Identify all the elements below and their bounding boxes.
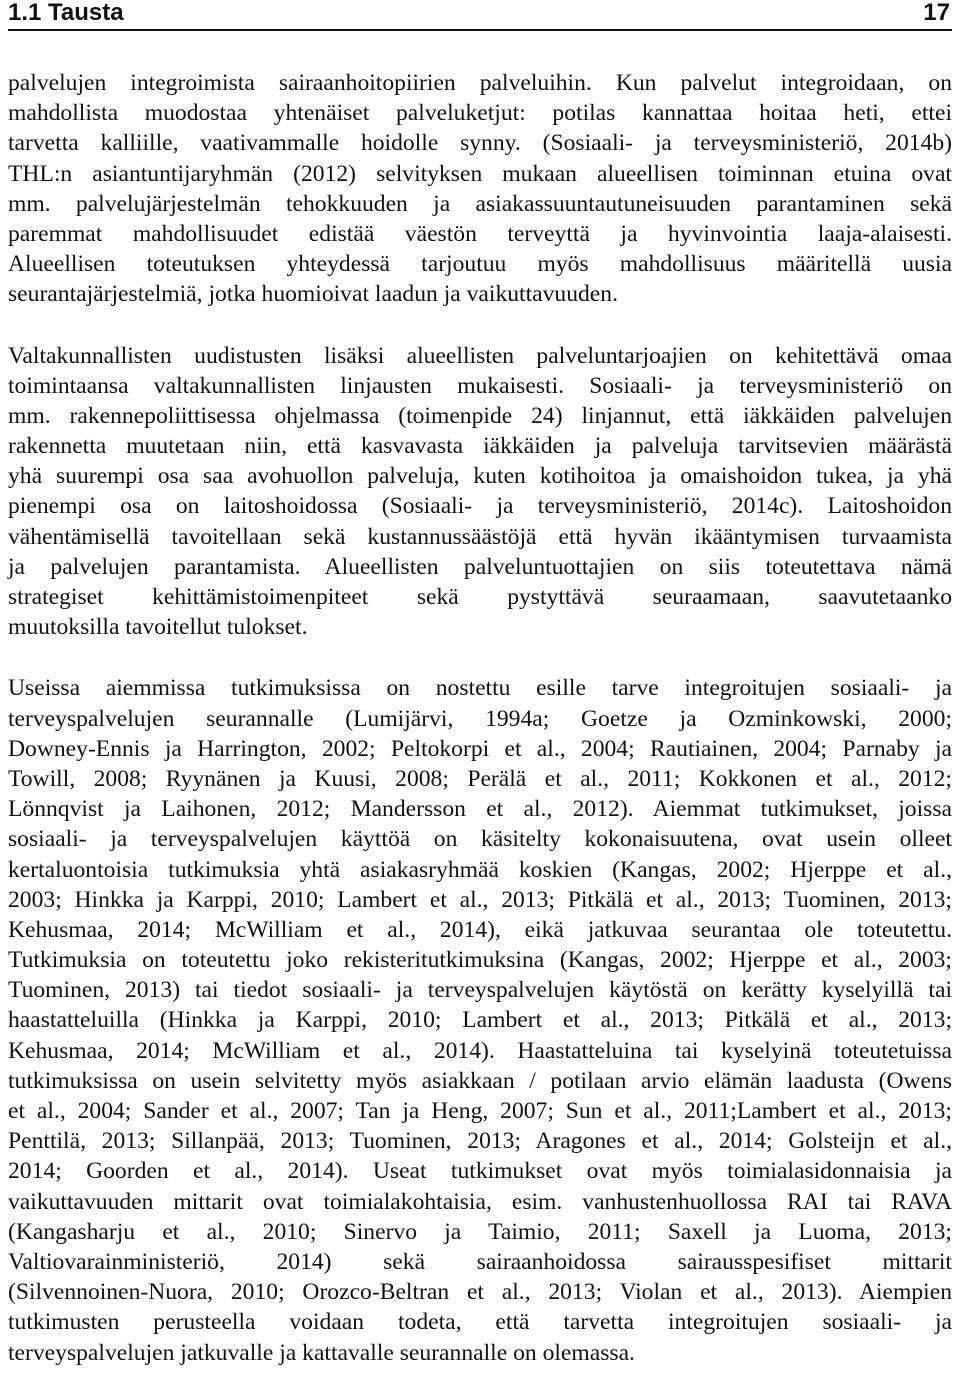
- text-line: terveyspalvelujen seurannalle (Lumijärvi, 1994a; Goetze ja Ozminkowski, 2000;: [8, 705, 952, 732]
- text-line: 2003; Hinkka ja Karppi, 2010; Lambert et al., 2013; Pitkälä et al., 2013; Tuominen, 2013;: [8, 886, 952, 913]
- section-title: 1.1 Tausta: [8, 0, 124, 26]
- text-line: palvelujen integroimista sairaanhoitopiirien palveluihin. Kun palvelut integroidaan, on: [8, 70, 952, 96]
- text-line: Kehusmaa, 2014; McWilliam et al., 2014), eikä jatkuvaa seurantaa ole toteutettu.: [8, 916, 952, 943]
- text-line: rakennetta muutetaan niin, että kasvavasta iäkkäiden ja palveluja tarvitsevien määrästä: [8, 433, 952, 460]
- text-line: terveyspalvelujen jatkuvalle ja kattavalle seurannalle on olemassa.: [8, 1339, 635, 1366]
- paragraph-1: [8, 68, 952, 310]
- text-line: Valtakunnallisten uudistusten lisäksi alueellisten palveluntarjoajien on kehitettävä omaa: [8, 342, 952, 369]
- text-line: sosiaali- ja terveyspalvelujen käyttöä on käsitelty kokonaisuutena, ovat usein olleet: [8, 826, 952, 853]
- text-line: Downey-Ennis ja Harrington, 2002; Peltokorpi et al., 2004; Rautiainen, 2004; Parnaby ja: [8, 735, 952, 762]
- text-line: (Silvennoinen-Nuora, 2010; Orozco-Beltran et al., 2013; Violan et al., 2013). Aiempien: [8, 1279, 952, 1306]
- text-line: seurantajärjestelmiä, jotka huomioivat laadun ja vaikuttavuuden.: [8, 281, 618, 308]
- text-line: Tutkimuksia on toteutettu joko rekisteritutkimuksina (Kangas, 2002; Hjerppe et al., 2003;: [8, 947, 952, 974]
- text-line: yhä suurempi osa saa avohuollon palveluja, kuten kotihoitoa ja omaishoidon tukea, ja yhä: [8, 463, 952, 490]
- text-line: Towill, 2008; Ryynänen ja Kuusi, 2008; Perälä et al., 2011; Kokkonen et al., 2012;: [8, 765, 952, 792]
- text-line: tutkimuksissa on usein selvitetty myös asiakkaan / potilaan arvio elämän laadusta (Owens: [8, 1067, 952, 1094]
- text-line: haastatteluilla (Hinkka ja Karppi, 2010; Lambert et al., 2013; Pitkälä et al., 2013;: [8, 1007, 952, 1034]
- text-line: vaikuttavuuden mittarit ovat toimialakohtaisia, esim. vanhustenhuollossa RAI tai RAVA: [8, 1188, 952, 1215]
- text-line: Tuominen, 2013) tai tiedot sosiaali- ja terveyspalvelujen käytöstä on kerätty kyselyillä tai: [8, 977, 952, 1004]
- text-line: vähentämisellä tavoitellaan sekä kustannussäästöjä että hyvän ikääntymisen turvaamista: [8, 523, 952, 550]
- text-line: paremmat mahdollisuudet edistää väestön terveyttä ja hyvinvointia laaja-alaisesti.: [8, 220, 952, 247]
- text-line: (Kangasharju et al., 2010; Sinervo ja Taimio, 2011; Saxell ja Luoma, 2013;: [8, 1218, 952, 1245]
- text-line: et al., 2004; Sander et al., 2007; Tan ja Heng, 2007; Sun et al., 2011;Lambert et al., 2013;: [8, 1098, 952, 1124]
- text-line: Lönnqvist ja Laihonen, 2012; Mandersson et al., 2012). Aiemmat tutkimukset, joissa: [8, 796, 952, 823]
- text-line: ja palvelujen parantamista. Alueellisten palveluntuottajien on siis toteutettava nämä: [8, 553, 952, 580]
- text-line: tutkimusten perusteella voidaan todeta, että tarvetta integroitujen sosiaali- ja: [8, 1309, 952, 1336]
- text-line: Valtiovarainministeriö, 2014) sekä sairaanhoidossa sairausspesifiset mittarit: [8, 1248, 952, 1275]
- paragraph-2: [8, 341, 952, 643]
- text-line: Alueellisen toteutuksen yhteydessä tarjoutuu myös mahdollisuus määritellä uusia: [8, 251, 952, 278]
- text-line: mm. rakennepoliittisessa ohjelmassa (toimenpide 24) linjannut, että iäkkäiden palvelujen: [8, 402, 952, 429]
- text-line: Kehusmaa, 2014; McWilliam et al., 2014). Haastatteluina tai kyselyinä toteutetuissa: [8, 1037, 952, 1064]
- text-line: 2014; Goorden et al., 2014). Useat tutkimukset ovat myös toimialasidonnaisia ja: [8, 1158, 952, 1185]
- text-line: muutoksilla tavoitellut tulokset.: [8, 614, 308, 641]
- body-text: [8, 68, 952, 1368]
- text-line: tarvetta kalliille, vaativammalle hoidolle synny. (Sosiaali- ja terveysministeriö, 2014b): [8, 130, 952, 157]
- text-line: strategiset kehittämistoimenpiteet sekä pystyttävä seuraamaan, saavutetaanko: [8, 584, 952, 610]
- text-line: mm. palvelujärjestelmän tehokkuuden ja asiakassuuntautuneisuuden parantaminen sekä: [8, 190, 952, 217]
- text-line: mahdollista muodostaa yhtenäiset palveluketjut: potilas kannattaa hoitaa heti, ettei: [8, 100, 952, 127]
- text-line: kertaluontoisia tutkimuksia yhtä asiakasryhmää koskien (Kangas, 2002; Hjerppe et al.,: [8, 856, 952, 883]
- paragraph-3: [8, 673, 952, 1367]
- text-line: Penttilä, 2013; Sillanpää, 2013; Tuominen, 2013; Aragones et al., 2014; Golsteijn et al.,: [8, 1128, 952, 1155]
- text-line: THL:n asiantuntijaryhmän (2012) selvityksen mukaan alueellisen toiminnan etuina ovat: [8, 160, 952, 187]
- text-line: pienempi osa on laitoshoidossa (Sosiaali- ja terveysministeriö, 2014c). Laitoshoidon: [8, 493, 952, 520]
- running-header: [8, 0, 952, 31]
- page-number: 17: [923, 0, 950, 26]
- text-line: Useissa aiemmissa tutkimuksissa on nostettu esille tarve integroitujen sosiaali- ja: [8, 675, 952, 702]
- text-line: toimintaansa valtakunnallisten linjausten mukaisesti. Sosiaali- ja terveysministeriö on: [8, 372, 952, 399]
